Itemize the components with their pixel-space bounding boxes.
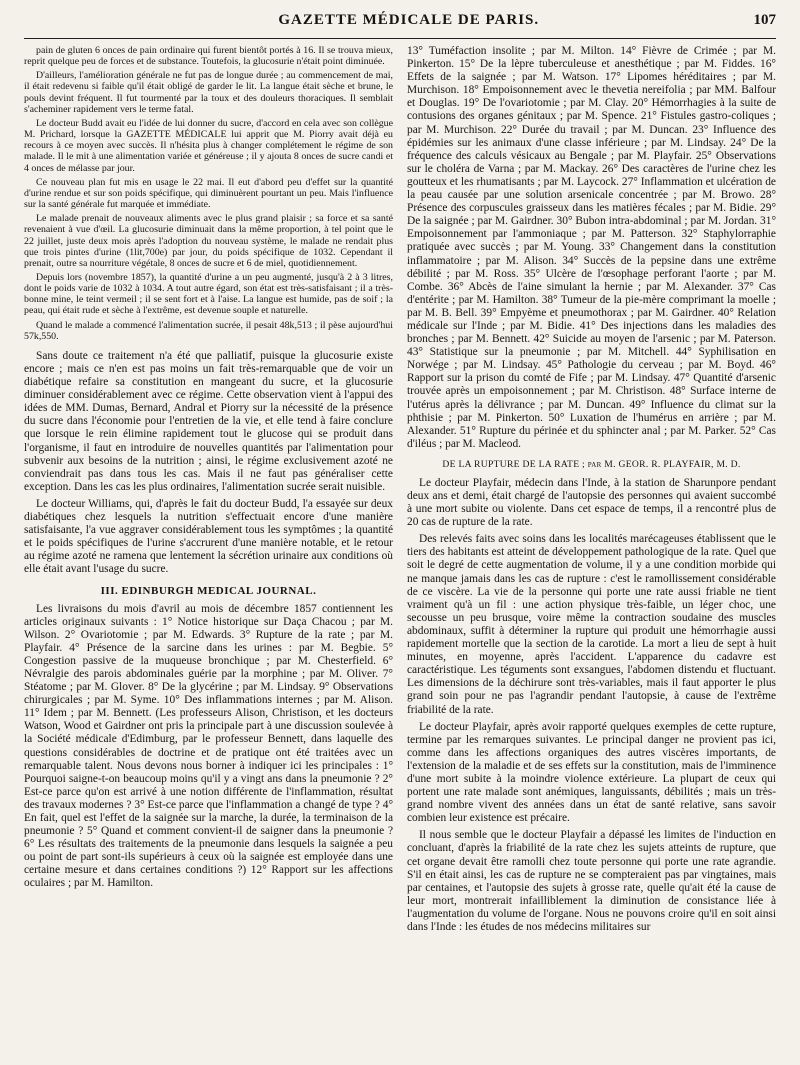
paragraph: Le malade prenait de nouveaux aliments avec le plus grand plaisir ; sa force et sa santé revenaient à vue d'œil. La glucosurie diminuait dans la même proportion, à tel point que le 22 juillet, juste deux mois après l'adoption du nouveau système, le malade ne rendait plus que trois pintes d'urine (1lit,700e) par jour, du poids spécifique de 1032. Cependant il prenait, outre sa nourriture végétale, 8 onces de sucre et 6 de miel, quotidiennement. bbox=[24, 213, 393, 269]
paragraph: D'ailleurs, l'amélioration générale ne fut pas de longue durée ; au commencement de mai, il était redevenu si faible qu'il était obligé de garder le lit. La langue était sèche et brune, le pouls devint fréquent. Il fut tourmenté par la toux et des douleurs thoraciques. Il semblait s'acheminer rapidement vers le terme fatal. bbox=[24, 70, 393, 115]
article-subheading: DE LA RUPTURE DE LA RATE ; par M. GEOR. R. PLAYFAIR, M. D. bbox=[442, 458, 741, 470]
paragraph: 13° Tuméfaction insolite ; par M. Milton. 14° Fièvre de Crimée ; par M. Pinkerton. 15° De la lèpre tuberculeuse et anesthétique ; par M. Fiddes. 16° Effets de la saignée ; par M. Watson. 17° Lipomes héréditaires ; par M. Murchison. 18° Empoisonnement avec le thevetia nereifolia ; par MM. Balfour et Douglas. 19° De l'ovariotomie ; par M. Clay. 20° Hémorrhagies à la suite de contusions des organes génitaux ; par M. Spence. 21° Fistules gastro-coliques ; par M. Murchison. 22° Durée du travail ; par M. Duncan. 23° Influence des épidémies sur les animaux d'une classe inférieure ; par M. Lindsay. 24° De la fréquence des calculs vésicaux au Bengale ; par M. Playfair. 25° Observations sur le choléra de Varna ; par M. Mackay. 26° Des caractères de l'urine chez les goutteux et les rhumatisants ; par M. Laycock. 27° Inflammation et ulcération de la peau causée par une solution arsenicale concentrée ; par M. Browo. 28° Présence des corpuscules graisseux dans les matières fécales ; par M. Bidie. 29° De la saignée ; par M. Gairdner. 30° Bubon intra-abdominal ; par M. Jordan. 31° Empoisonnement par l'ammoniaque ; par M. Patterson. 32° Staphylorraphie pratiquée avec succès ; par M. Young. 33° Changement dans la constitution inflammatoire ; par M. Alison. 34° Succès de la pepsine dans une extrême débilité ; par M. Ross. 35° Ulcère de l'œsophage perforant l'aorte ; par M. Combe. 36° Abcès de l'aine simulant la hernie ; par M. Alexander. 37° Cas d'entérite ; par M. Hamilton. 38° Tumeur de la pie-mère comprimant la moelle ; par M. B. Bell. 39° Empyème et pneumothorax ; par M. Gairdner. 40° Relation médicale sur l'Inde ; par M. Bidie. 41° Des injections dans les maladies des bronches ; par M. Bennett. 42° Suicide au moyen de l'arsenic ; par M. Paterson. 43° Statistique sur la pneumonie ; par M. Mitchell. 44° Syphilisation en Norwége ; par M. Lindsay. 45° Pathologie du cerveau ; par M. Boyd. 46° Rapport sur la prison du comté de Fife ; par M. Lindsay. 47° Quantité d'arsenic trouvée après un empoisonnement ; par M. Christison. 48° Surface interne de l'utérus après la délivrance ; par M. Duncan. 49° Influence du climat sur la phthisie ; par M. Pinkerton. 50° Luxation de l'humérus en arrière ; par M. Alexander. 51° Rupture du périnée et du sphincter anal ; par M. Parker. 52° Cas d'iléus ; par M. Macleod. bbox=[407, 45, 776, 450]
paragraph: Les livraisons du mois d'avril au mois de décembre 1857 contiennent les articles originaux suivants : 1° Notice historique sur Daça Chacou ; par M. Wilson. 2° Ovariotomie ; par M. Edwards. 3° Rupture de la rate ; par M. Playfair. 4° Présence de la sarcine dans les urines : par M. Begbie. 5° Congestion passive de la muqueuse bronchique ; par M. Chesterfield. 6° Névralgie des parois abdominales guérie par la morphine ; par M. Oliver. 7° Stéatome ; par M. Glover. 8° De la glycérine ; par M. Lindsay. 9° Observations chirurgicales ; par M. Syme. 10° Des inflammations internes ; par M. Alison. 11° Idem ; par M. Bennett. (Les professeurs Alison, Christison, et les docteurs Watson, Wood et Gairdner ont pris la principale part à une discussion soulevée à la Société médicale d'Edimburg, par le professeur Bennett, dans laquelle des questions considérables de doctrine et de pratique ont été traitées avec un remarquable talent. Nous devons nous borner à indiquer ici les principales : 1° Pourquoi saigne-t-on beaucoup moins qu'il y a vingt ans dans la pneumonie ? 2° Est-ce parce qu'on est arrivé à une notion différente de l'inflammation, résultat des travaux modernes ? 3° Est-ce parce que l'inflammation a changé de type ? 4° En fait, quel est l'effet de la saignée sur la marche, la durée, la terminaison de la pneumonie ? 5° Quand et comment convient-il de saigner dans la pneumonie ? 6° Les résultats des traitements de la pneumonie dans lesquels la saignée a peu ou point de part sont-ils supérieurs à ceux où la saignée est employée dans une certaine mesure et dans certaines conditions ?) 12° Rapport sur les affections oculaires ; par M. Hamilton. bbox=[24, 602, 393, 890]
right-column bbox=[407, 45, 776, 1061]
paragraph: Le docteur Playfair, après avoir rapporté quelques exemples de cette rupture, termine par les remarques suivantes. Le principal danger ne provient pas ici, comme dans les affections organiques des autres viscères importants, de l'extension de la maladie et de ses effets sur la constitution, mais de l'imminence d'une mort subite à la moindre violence extérieure. La plupart de ceux qui portent une rate malade sont anémiques, languissants, débilités ; mais un très-grand nombre vivent des années dans un état de santé relative, sans savoir combien leur existence est précaire. bbox=[407, 720, 776, 825]
paragraph: Le docteur Williams, qui, d'après le fait du docteur Budd, l'a essayée sur deux diabétiques chez lesquels la nutrition s'effectuait encore d'une manière satisfaisante, l'a vue aggraver considérablement tous les symptômes ; la quantité et le poids spécifiques de l'urine s'accrurent d'une manière notable, et le retour au régime azoté ne ramena que lentement la sécrétion urinaire aux conditions où elle était avant l'usage du sucre. bbox=[24, 497, 393, 576]
paragraph: Le docteur Budd avait eu l'idée de lui donner du sucre, d'accord en cela avec son collègue M. Prichard, lorsque la GAZETTE MÉDICALE lui apprit que M. Piorry avait déjà eu recours à ce moyen avec succès. Il n'hésita plus à changer complétement le régime de son malade. Il le mit à une alimentation variée et généreuse ; il y ajouta 8 onces de sucre candi et 4 onces de mélasse par jour. bbox=[24, 117, 393, 174]
paragraph: Depuis lors (novembre 1857), la quantité d'urine a un peu augmenté, jusqu'à 2 à 3 litres, dont le poids varie de 1032 à 1034. A tout autre égard, son état est très-satisfaisant ; il a très-bonne mine, le teint vermeil ; il se sent fort et à l'aise. La langue est humide, pas de soif ; la peau, qui était rude et sèche à l'extrême, est devenue souple et naturelle. bbox=[24, 271, 393, 317]
spleen-rupture-article bbox=[407, 477, 776, 934]
left-column bbox=[24, 45, 393, 1061]
page-header bbox=[24, 12, 776, 39]
case-report-block bbox=[24, 45, 393, 342]
commentary-block bbox=[24, 350, 393, 577]
two-columns bbox=[24, 45, 776, 1061]
paragraph: Quand le malade a commencé l'alimentation sucrée, il pesait 48k,513 ; il pèse aujourd'hui 57k,550. bbox=[24, 319, 393, 342]
page-number: 107 bbox=[753, 12, 776, 28]
journal-summary-block bbox=[24, 603, 393, 891]
paragraph: Le docteur Playfair, médecin dans l'Inde, à la station de Sharunpore pendant deux ans et demi, était chargé de l'autopsie des personnes qui avaient succombé à une mort subite ou violente. Dans cet espace de temps, il a rencontré plus de 20 cas de rupture de la rate. bbox=[407, 476, 776, 529]
paragraph: Sans doute ce traitement n'a été que palliatif, puisque la glucosurie existe encore ; mais ce n'en est pas moins un fait très-remarquable que de voir un diabétique refaire sa constitution en mangeant du sucre, et la glucosurie diminuer considérablement avec ce régime. Cette observation vient à l'appui des idées de MM. Dumas, Bernard, Andral et Piorry sur la nécessité de la présence du sucre dans l'économie pour l'entretien de la vie, et elle tend à faire conclure que lorsque le rein élimine rapidement tout le glucose qui se produit dans l'organisme, il faut en introduire de nouvelles quantités par l'alimentation pour subvenir aux besoins de la nutrition ; ainsi, le régime exclusivement azoté ne conviendrait pas dans tous les cas. Mais il ne faut pas généraliser cette exception. Dans les cas les plus ordinaires, l'alimentation sucrée serait nuisible. bbox=[24, 349, 393, 493]
paragraph: Ce nouveau plan fut mis en usage le 22 mai. Il eut d'abord peu d'effet sur la quantité d'urine rendue et sur son poids spécifique, qui diminuèrent pourtant un peu. Mais l'influence sur la santé générale fut marquée et immédiate. bbox=[24, 176, 393, 211]
paragraph: Des relevés faits avec soins dans les localités marécageuses établissent que le tiers des habitants est atteint de développement pathologique de la rate. Quel que soit le degré de cette augmentation de volume, il y a une condition morbide qui ne manque jamais dans les cas de rupture : c'est le ramollissement considérable de ce viscère. La vie de la personne qui porte une rate aussi friable ne tient vraiment qu'à un fil : une action physique très-faible, un léger choc, une secousse un peu brusque, voire même la contraction soudaine des muscles abdominaux, suffit à déterminer la rupture qui produit une hémorrhagie aussi rapidement mortelle que la section de la carotide. La mort a lieu de sept à huit minutes, en moyenne, après l'accident. L'apparence du cadavre est caractéristique. Les téguments sont exsangues, l'abdomen distendu et fluctuant. Les dimensions de la déchirure sont très-variables, mais il faut apporter le plus grand soin pour ne pas l'agrandir pendant l'autopsie, à cause de l'extrême friabilité de la rate. bbox=[407, 533, 776, 716]
paragraph: Il nous semble que le docteur Playfair a dépassé les limites de l'induction en concluant, d'après la friabilité de la rate chez les sujets atteints de rupture, que cet organe devait être ramolli chez toute personne qui porte une rate agrandie. S'il en était ainsi, les cas de rupture ne se compteraient pas par vingtaines, mais par centaines, et l'autopsie des sujets à grosse rate, quelle qu'ait été la cause de leur mort, montrerait infailliblement la diminution de consistance liée à l'augmentation du volume de l'organe. Nous ne pouvons croire qu'il en soit ainsi dans l'Inde : les études de nos médecins militaires sur bbox=[407, 829, 776, 933]
running-title: GAZETTE MÉDICALE DE PARIS. bbox=[278, 12, 540, 28]
paragraph: pain de gluten 6 onces de pain ordinaire qui furent bientôt portés à 16. Il se trouva mieux, reprit quelque peu de forces et de substance. Toutefois, la glucosurie n'était point diminuée. bbox=[24, 45, 393, 68]
article-list-block bbox=[407, 45, 776, 451]
section-heading: III. EDINBURGH MEDICAL JOURNAL. bbox=[100, 584, 317, 597]
